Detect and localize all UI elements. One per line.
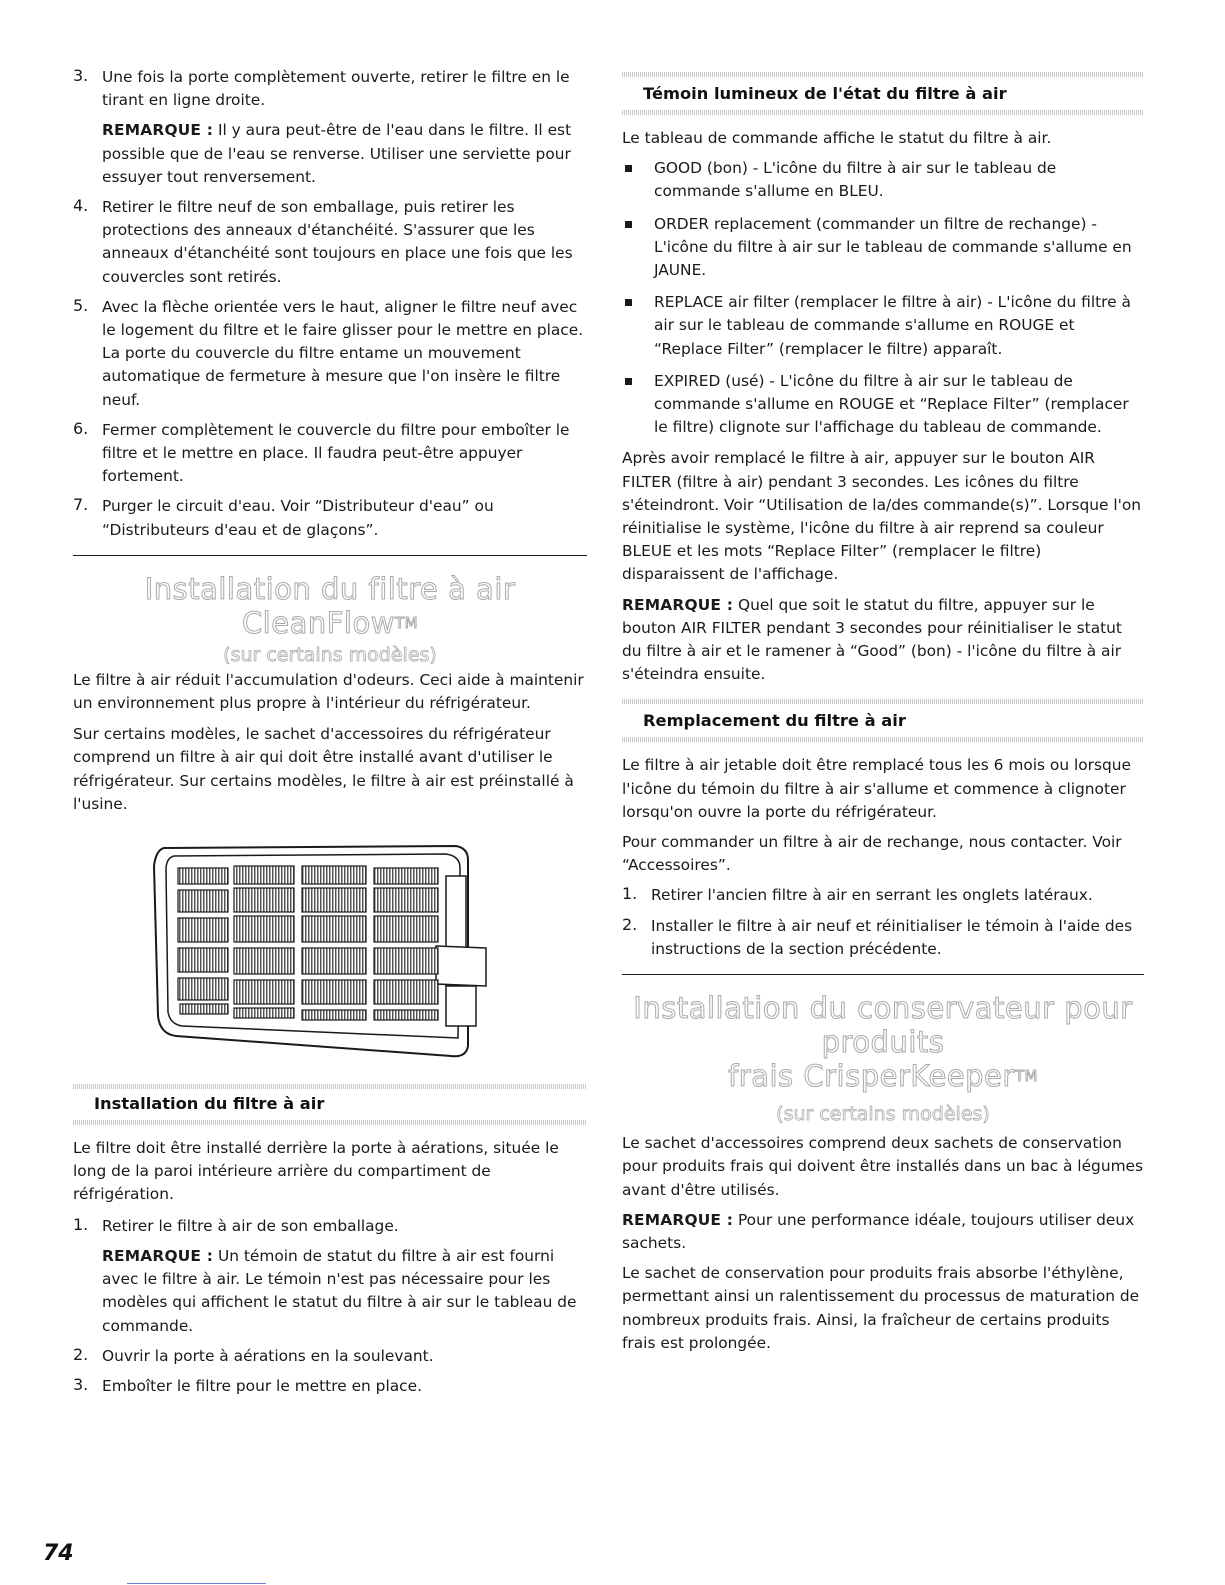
right-column [622,0,1144,1355]
status-bullet-expired: EXPIRED (usé) - L'icône du filtre à air sur le tableau de commande s'allume en ROUGE et “Replace Filter” (remplacer le filtre) clignote sur l'affichage du tableau de commande. [622,370,1144,440]
section-divider [622,974,1144,975]
replace-para-2: Pour commander un filtre à air de rechange, nous contacter. Voir “Accessoires”. [622,833,1122,875]
note-label: REMARQUE : [102,1246,214,1265]
note-text: Un témoin de statut du filtre à air est fourni avec le filtre à air. Le témoin n'est pas nécessaire pour les modèles qui affichent le statut du filtre à air sur le tableau de commande. [102,1246,577,1335]
install-heading-block [73,1084,587,1125]
step-text: Ouvrir la porte à aérations en la soulevant. [102,1346,434,1365]
step-text: Une fois la porte complètement ouverte, retirer le filtre en le tirant en ligne droite. [102,68,570,110]
bullet-square [625,378,632,385]
air-filter-intro: Le filtre à air réduit l'accumulation d'odeurs. Ceci aide à maintenir un environnement plus propre à l'intérieur du réfrigérateur. [73,670,584,713]
step-number: 1. [73,1214,89,1234]
status-bullet-replace: REPLACE air filter (remplacer le filtre à air) - L'icône du filtre à air sur le tableau de commande s'allume en ROUGE et “Replace Filter” (remplacer le filtre) apparaît. [622,291,1144,361]
step-6-close [73,419,587,489]
air-filter-accessories: Sur certains modèles, le sachet d'accessoires du réfrigérateur comprend un filtre à air qui doit être installé avant d'utiliser le réfrigérateur. Sur certains modèles, le filtre à air est préinstallé à l'usine. [73,725,574,813]
trademark: TM [394,613,419,632]
bullet-square [625,221,632,228]
step-number: 2. [622,914,638,934]
step-number: 2. [73,1344,89,1364]
section-subtitle: (sur certains modèles) [223,643,437,666]
replace-heading-block [622,699,1144,742]
replace-step-2 [622,915,1144,961]
note-label: REMARQUE : [622,1210,734,1229]
crisper-para-2: Le sachet de conservation pour produits frais absorbe l'éthylène, permettant ainsi un ralentissement du processus de maturation de nombreux produits frais. Ainsi, la fraîcheur de certains produits frais est prolongée. [622,1264,1140,1352]
step-number: 5. [73,295,89,315]
heading-band [73,1084,587,1089]
heading-band [622,110,1144,115]
step-text: Fermer complètement le couvercle du filtre pour emboîter le filtre et le mettre en place. Il faudra peut-être appuyer fortement. [102,420,570,486]
step-text: Emboîter le filtre pour le mettre en place. [102,1376,422,1395]
status-reset-para: Après avoir remplacé le filtre à air, appuyer sur le bouton AIR FILTER (filtre à air) pendant 3 secondes. Les icônes du filtre s'éteindront. Voir “Utilisation de la/des commande(s)”. Lorsque l'on réinitialise le système, l'icône du filtre à air reprend sa couleur BLEUE et les mots “Replace Filter” (remplacer le filtre) disparaissent de l'affichage. [622,449,1142,584]
step-number: 4. [73,196,89,216]
step-number: 7. [73,495,89,515]
step-text: Purger le circuit d'eau. Voir “Distributeur d'eau” ou “Distributeurs d'eau et de glaçons”. [102,497,494,539]
step-3-remove-filter [73,66,587,189]
note-label: REMARQUE : [102,121,214,140]
replace-step-1 [622,884,1144,907]
step-text: Installer le filtre à air neuf et réinitialiser le témoin à l'aide des instructions de la section précédente. [651,916,1133,958]
step-note [102,1245,587,1338]
section-title-air-filter: Installation du filtre à air CleanFlow™ [144,571,516,640]
air-filter-image [146,836,506,1060]
step-note [102,119,587,189]
step-text: Avec la flèche orientée vers le haut, aligner le filtre neuf avec le logement du filtre et le faire glisser pour le mettre en place. La porte du couvercle du filtre entame un mouvement automatique de fermeture à mesure que l'on insère le filtre neuf. [102,297,584,409]
status-heading: Témoin lumineux de l'état du filtre à air [643,84,1007,103]
step-7-purge [73,495,587,541]
status-heading-block [622,72,1144,115]
install-intro: Le filtre doit être installé derrière la porte à aérations, située le long de la paroi intérieure arrière du compartiment de réfrigération. [73,1139,559,1204]
crisper-note [622,1209,1144,1255]
heading-band [73,1120,587,1125]
step-4-unpack [73,196,587,289]
step-number: 3. [73,1374,89,1394]
step-text: Retirer l'ancien filtre à air en serrant les onglets latéraux. [651,886,1093,905]
trademark: TM [1014,1067,1038,1086]
heading-band [622,699,1144,704]
step-5-align [73,296,587,412]
status-bullet-order: ORDER replacement (commander un filtre de rechange) - L'icône du filtre à air sur le tableau de commande s'allume en JAUNE. [622,213,1144,283]
section-title-crisperkeeper: Installation du conservateur pour produits frais CrisperKeeper™ [633,991,1133,1094]
air-filter-illustration [146,836,506,1060]
note-text: Pour une performance idéale, toujours utiliser deux sachets. [622,1210,1135,1252]
note-text: Quel que soit le statut du filtre, appuyer sur le bouton AIR FILTER pendant 3 secondes pour réinitialiser le statut du filtre à air et le ramener à “Good” (bon) - l'icône du filtre à air s'éteindra ensuite. [622,595,1122,684]
status-bullet-good: GOOD (bon) - L'icône du filtre à air sur le tableau de commande s'allume en BLEU. [622,157,1144,203]
replace-heading: Remplacement du filtre à air [643,711,906,731]
bullet-square [625,165,632,172]
step-text: Retirer le filtre neuf de son emballage, puis retirer les protections des anneaux d'étanchéité. S'assurer que les anneaux d'étanchéité sont toujours en place une fois que les couvercles sont retirés. [102,198,573,286]
install-heading: Installation du filtre à air [94,1094,325,1114]
step-text: Retirer le filtre à air de son emballage. [102,1216,399,1235]
bullet-square [625,299,632,306]
install-step-3 [73,1375,587,1398]
install-step-1 [73,1215,587,1338]
replace-para-1: Le filtre à air jetable doit être remplacé tous les 6 mois ou lorsque l'icône du témoin du filtre à air s'allume et commence à clignoter lorsqu'on ouvre la porte du réfrigérateur. [622,756,1132,821]
left-column [73,0,587,1405]
status-note [622,594,1144,687]
step-number: 3. [73,66,89,85]
heading-band [622,72,1144,77]
footer-underline [127,1583,266,1584]
step-number: 1. [622,884,638,904]
section-subtitle: (sur certains modèles) [776,1103,990,1126]
crisper-para-1: Le sachet d'accessoires comprend deux sachets de conservation pour produits frais qui doivent être installés dans un bac à légumes avant d'être utilisés. [622,1134,1144,1199]
note-text: Il y aura peut-être de l'eau dans le filtre. Il est possible que de l'eau se renverse. Utiliser une serviette pour essuyer tout renversement. [102,121,572,186]
note-label: REMARQUE : [622,595,734,614]
page-number: 74 [43,1541,74,1566]
heading-band [622,737,1144,742]
install-step-2 [73,1345,587,1368]
step-number: 6. [73,418,89,438]
status-intro: Le tableau de commande affiche le statut du filtre à air. [622,129,1052,147]
section-divider [73,555,587,556]
